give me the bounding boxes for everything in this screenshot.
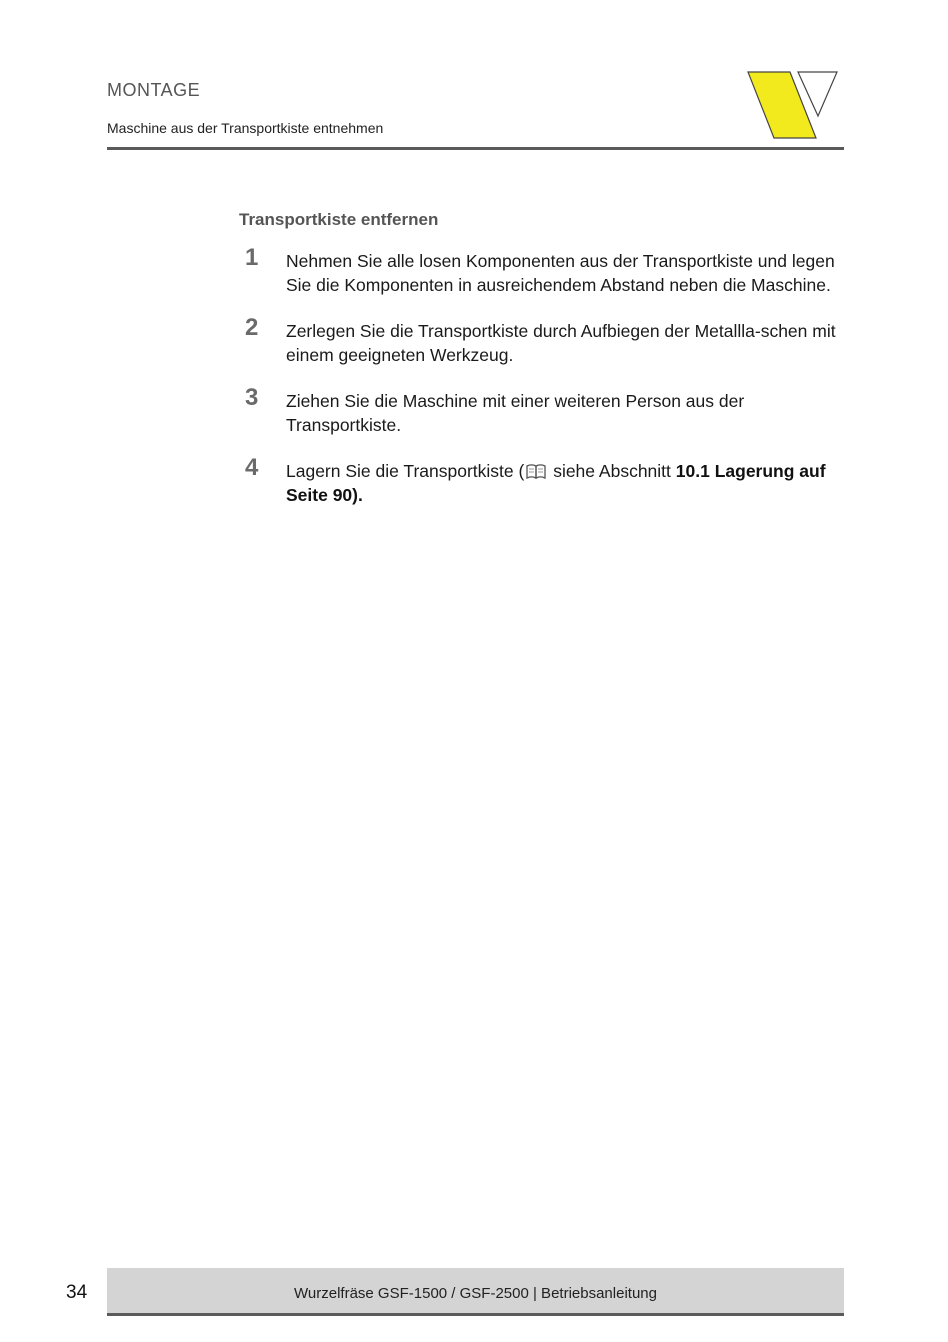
footer-text: Wurzelfräse GSF-1500 / GSF-2500 | Betriebsanleitung	[294, 1285, 657, 1302]
step-text: Nehmen Sie alle losen Komponenten aus der Transportkiste und legen Sie die Komponenten in ausreichendem Abstand neben die Maschine.	[286, 251, 835, 295]
step-number: 3	[245, 384, 259, 411]
main-content	[239, 210, 844, 530]
step-number: 4	[245, 454, 259, 481]
step-text: Ziehen Sie die Maschine mit einer weiteren Person aus der Transportkiste.	[286, 391, 745, 435]
step-text	[286, 461, 826, 505]
step-item	[239, 244, 844, 297]
step-text-ref: siehe Abschnitt	[548, 461, 676, 481]
book-icon	[525, 463, 547, 480]
step-item	[239, 454, 844, 507]
step-item	[239, 384, 844, 437]
section-title: MONTAGE	[107, 80, 201, 100]
step-text: Zerlegen Sie die Transportkiste durch Aufbiegen der Metallla-schen mit einem geeigneten Werkzeug.	[286, 321, 836, 365]
header-rule	[107, 147, 844, 150]
step-list	[239, 244, 844, 507]
step-text-before: Lagern Sie die Transportkiste (	[286, 461, 525, 481]
page-subtitle: Maschine aus der Transportkiste entnehmen	[107, 120, 384, 136]
page-number: 34	[66, 1282, 88, 1303]
footer-rule	[107, 1313, 844, 1316]
step-item	[239, 314, 844, 367]
step-number: 1	[245, 244, 259, 271]
company-logo	[744, 68, 840, 142]
step-number: 2	[245, 314, 259, 341]
section-heading: Transportkiste entfernen	[239, 210, 439, 229]
section-reference[interactable]: 10.1 Lagerung auf Seite 90).	[286, 461, 826, 505]
